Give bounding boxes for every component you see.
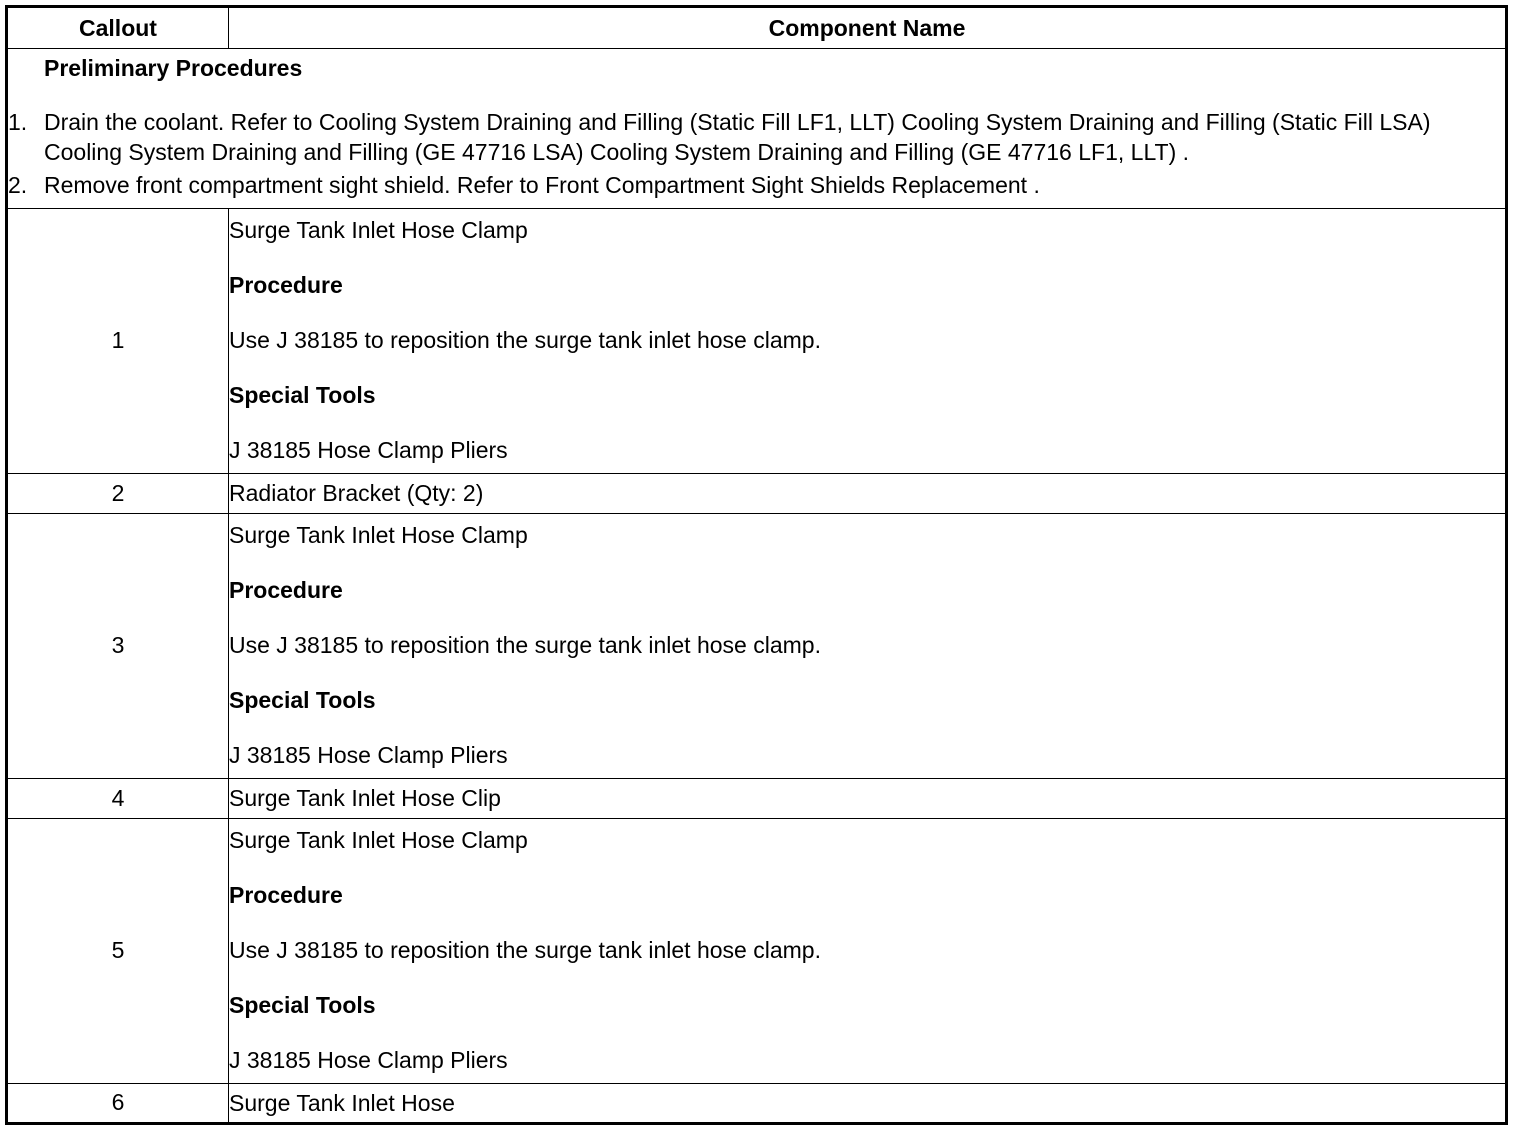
component-name: Surge Tank Inlet Hose Clip <box>229 778 1507 818</box>
component-name: Surge Tank Inlet Hose Clamp <box>229 827 528 854</box>
callout-number: 4 <box>7 778 229 818</box>
preliminary-procedures-row <box>7 49 1507 209</box>
component-table <box>5 5 1508 1125</box>
callout-number: 6 <box>7 1083 229 1123</box>
table-row <box>7 818 1507 1083</box>
special-tools-text: J 38185 Hose Clamp Pliers <box>229 1047 508 1074</box>
special-tools-text: J 38185 Hose Clamp Pliers <box>229 437 508 464</box>
procedure-label: Procedure <box>229 577 343 604</box>
component-name: Surge Tank Inlet Hose Clamp <box>229 217 528 244</box>
special-tools-label: Special Tools <box>229 382 376 409</box>
special-tools-text: J 38185 Hose Clamp Pliers <box>229 742 508 769</box>
component-detail-cell <box>229 818 1507 1083</box>
step-text: Drain the coolant. Refer to Cooling System Draining and Filling (Static Fill LF1, LLT) Cooling System Draining and Filling (Static Fill LSA) Cooling System Draining and Filling (GE 47716 LSA) Cooling System Draining and Filling (GE 47716 LF1, LLT) . <box>44 108 1431 165</box>
special-tools-label: Special Tools <box>229 992 376 1019</box>
step-number: 2. <box>8 171 28 198</box>
component-name: Surge Tank Inlet Hose <box>229 1083 1507 1123</box>
preliminary-step <box>8 107 1505 167</box>
procedure-label: Procedure <box>229 882 343 909</box>
callout-number: 3 <box>7 513 229 778</box>
step-text: Remove front compartment sight shield. Refer to Front Compartment Sight Shields Replacement . <box>44 171 1040 198</box>
procedure-text: Use J 38185 to reposition the surge tank inlet hose clamp. <box>229 937 821 964</box>
preliminary-step <box>8 170 1505 200</box>
table-row <box>7 778 1507 818</box>
procedure-text: Use J 38185 to reposition the surge tank inlet hose clamp. <box>229 327 821 354</box>
step-number: 1. <box>8 108 28 135</box>
table-row <box>7 1083 1507 1123</box>
callout-number: 5 <box>7 818 229 1083</box>
component-name: Radiator Bracket (Qty: 2) <box>229 473 1507 513</box>
callout-number: 2 <box>7 473 229 513</box>
preliminary-procedures-title: Preliminary Procedures <box>44 54 303 81</box>
procedure-text: Use J 38185 to reposition the surge tank inlet hose clamp. <box>229 632 821 659</box>
preliminary-procedures-cell <box>7 49 1507 209</box>
component-name: Surge Tank Inlet Hose Clamp <box>229 522 528 549</box>
table-row <box>7 473 1507 513</box>
procedure-label: Procedure <box>229 272 343 299</box>
table-row <box>7 208 1507 473</box>
column-header-callout: Callout <box>7 7 229 49</box>
component-detail-cell <box>229 208 1507 473</box>
callout-number: 1 <box>7 208 229 473</box>
special-tools-label: Special Tools <box>229 687 376 714</box>
preliminary-steps-list <box>8 107 1505 200</box>
table-header-row <box>7 7 1507 49</box>
table-row <box>7 513 1507 778</box>
component-detail-cell <box>229 513 1507 778</box>
column-header-component-name: Component Name <box>229 7 1507 49</box>
